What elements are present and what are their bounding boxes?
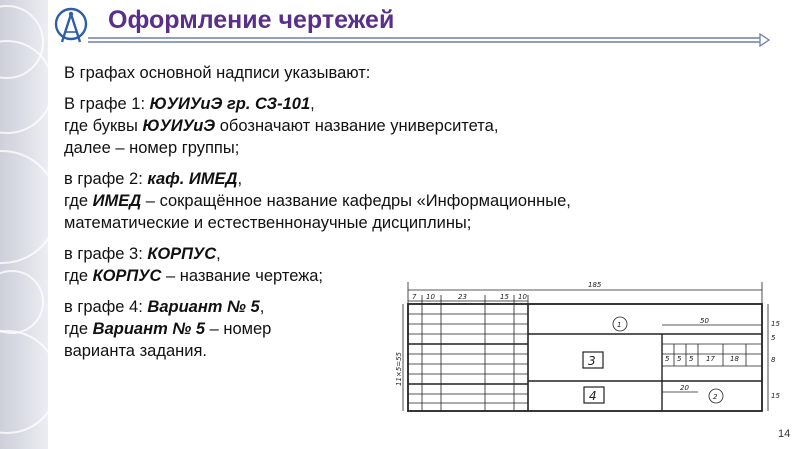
dim-r5: 5 [771, 334, 776, 342]
field-4-label: 4 [589, 389, 597, 403]
slide-title: Оформление чертежей [108, 6, 395, 34]
field2-value: каф. ИМЕД [147, 170, 238, 188]
dim-15: 15 [500, 293, 509, 301]
field4-line3: варианта задания. [64, 342, 207, 360]
dim-5c: 5 [689, 355, 694, 363]
field4-line2-prefix: где [64, 320, 93, 338]
field2-line3: математические и естественнонаучные дисциплины; [64, 214, 472, 232]
field4-line2-rest: – номер [205, 320, 272, 338]
dim-7: 7 [412, 293, 417, 301]
dim-r15a: 15 [771, 320, 780, 328]
field2-description [64, 168, 744, 234]
decorative-sidebar [0, 0, 48, 449]
dim-17: 17 [706, 355, 715, 363]
intro-text: В графах основной надписи указывают: [64, 64, 371, 82]
dim-r8: 8 [771, 356, 776, 364]
field1-line2-prefix: где буквы [64, 117, 143, 135]
field4-value: Вариант № 5 [147, 298, 260, 316]
title-underline-arrow [88, 33, 770, 47]
field4-line2-term: Вариант № 5 [92, 320, 205, 338]
dim-10a: 10 [426, 293, 435, 301]
field2-line2-rest: – сокращённое название кафедры «Информационные, [141, 192, 571, 210]
field1-value: ЮУИУиЭ гр. СЗ-101 [149, 95, 311, 113]
title-block-drawing [395, 276, 782, 418]
field4-suffix: , [259, 298, 265, 316]
field2-line2-prefix: где [64, 192, 93, 210]
field1-line2-term: ЮУИУиЭ [142, 117, 216, 135]
field1-line2-rest: обозначают название университета, [215, 117, 499, 135]
field3-line2-rest: – название чертежа; [161, 267, 324, 285]
sidebar-ring [0, 150, 59, 264]
dim-5b: 5 [677, 355, 682, 363]
field3-value: КОРПУС [147, 245, 217, 263]
field1-description [64, 93, 744, 159]
dim-50: 50 [700, 317, 709, 325]
compass-logo-icon [53, 5, 89, 47]
dim-5a: 5 [665, 355, 670, 363]
field2-suffix: , [237, 170, 243, 188]
dim-18: 18 [730, 355, 739, 363]
sidebar-ring [0, 270, 44, 334]
field-2-label: 2 [713, 393, 718, 401]
field1-suffix: , [310, 95, 315, 113]
field2-prefix: в графе 2: [64, 170, 148, 188]
dim-23: 23 [458, 293, 467, 301]
field4-prefix: в графе 4: [64, 298, 148, 316]
sidebar-ring [0, 330, 59, 434]
field2-line2-term: ИМЕД [92, 192, 142, 210]
field1-prefix: В графе 1: [64, 95, 150, 113]
field3-line2-prefix: где [64, 267, 93, 285]
field3-prefix: в графе 3: [64, 245, 148, 263]
field3-line2-term: КОРПУС [92, 267, 162, 285]
field-1-label: 1 [617, 321, 622, 329]
dim-10b: 10 [518, 293, 527, 301]
field-3-label: 3 [588, 354, 596, 368]
field3-suffix: , [216, 245, 221, 263]
field1-line3: далее – номер группы; [64, 139, 240, 157]
dim-r15b: 15 [771, 392, 780, 400]
dim-total: 185 [588, 281, 602, 289]
dim-side: 11×5=55 [395, 352, 403, 386]
page-number: 14 [778, 428, 791, 440]
dim-20: 20 [680, 384, 689, 392]
